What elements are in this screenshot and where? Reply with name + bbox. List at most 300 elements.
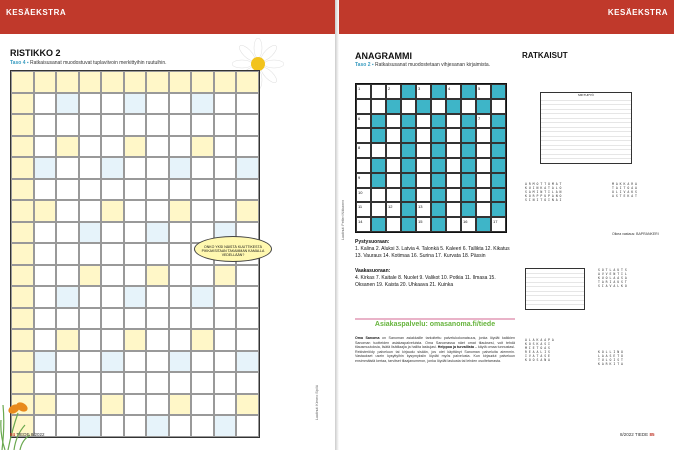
anagram-cell[interactable] bbox=[491, 143, 506, 158]
anagram-cell-number: 16 bbox=[463, 219, 468, 225]
ristikko-cell bbox=[79, 243, 102, 265]
anagram-cell[interactable] bbox=[371, 84, 386, 99]
anagram-cell[interactable] bbox=[491, 173, 506, 188]
ristikko-cell bbox=[124, 136, 147, 158]
anagram-cell-number: 12 bbox=[388, 204, 393, 210]
solution-letter-block-1: A R M O T T O M A T K U I N K A T A L O S A M I N T I L A N K O R P P U P A N O S I N I T O I N A I bbox=[525, 182, 562, 202]
ristikko-cell bbox=[146, 394, 169, 416]
anagram-cell[interactable] bbox=[386, 202, 401, 217]
ristikko-cell bbox=[191, 372, 214, 394]
anagram-cell-number: 15 bbox=[418, 219, 423, 225]
pystysuoraan-list: 1. Kalina 2. Aluksi 3. Latvia 4. Talonkä 5. Kaleeri 6. Tallikta 12. Kikatus 13. Vauraus 14. Kotimaa 16. Surina 17. Kurvata 18. Pässin bbox=[355, 246, 510, 259]
section-band-right bbox=[339, 0, 674, 34]
anagram-cell[interactable] bbox=[416, 158, 431, 173]
ristikko-cell bbox=[146, 71, 169, 93]
ristikko-cell bbox=[11, 329, 34, 351]
anagram-cell[interactable] bbox=[476, 143, 491, 158]
anagram-cell-number: 17 bbox=[493, 219, 498, 225]
solution-caption: Oikea vastaus: BAPRANKERI bbox=[612, 232, 659, 236]
ristikko-cell bbox=[191, 93, 214, 115]
anagram-cell[interactable] bbox=[356, 202, 371, 217]
ristikko-cell bbox=[79, 372, 102, 394]
anagram-cell[interactable] bbox=[386, 114, 401, 129]
ristikko-cell bbox=[101, 179, 124, 201]
ristikko-cell bbox=[214, 286, 237, 308]
anagram-cell[interactable] bbox=[446, 99, 461, 114]
anagram-cell[interactable] bbox=[356, 173, 371, 188]
ristikko-cell bbox=[56, 179, 79, 201]
anagram-cell[interactable] bbox=[461, 158, 476, 173]
anagram-cell[interactable] bbox=[491, 99, 506, 114]
ristikko-cell bbox=[56, 415, 79, 437]
ristikko-cell bbox=[169, 114, 192, 136]
ristikko-cell bbox=[191, 265, 214, 287]
ristikko-cell bbox=[146, 222, 169, 244]
ristikko-cell bbox=[101, 200, 124, 222]
anagram-cell[interactable] bbox=[446, 158, 461, 173]
ristikko-cell bbox=[101, 286, 124, 308]
anagram-cell[interactable] bbox=[431, 217, 446, 232]
ristikko-subtitle bbox=[10, 60, 167, 66]
ristikko-cell bbox=[169, 200, 192, 222]
section-label-left: KESÄEKSTRA bbox=[6, 8, 67, 17]
anagram-cell[interactable] bbox=[446, 114, 461, 129]
anagram-cell[interactable] bbox=[416, 99, 431, 114]
anagram-cell[interactable] bbox=[401, 114, 416, 129]
ristikko-cell bbox=[236, 157, 259, 179]
anagram-cell-number: 2 bbox=[388, 86, 391, 91]
anagram-cell[interactable] bbox=[446, 217, 461, 232]
solution-crossword-thumbnail bbox=[540, 92, 632, 164]
ristikko-cell bbox=[124, 372, 147, 394]
ristikko-cell bbox=[169, 243, 192, 265]
anagram-cell[interactable] bbox=[371, 217, 386, 232]
ristikko-cell bbox=[79, 265, 102, 287]
ristikko-cell bbox=[56, 372, 79, 394]
ristikko-cell bbox=[34, 329, 57, 351]
anagram-cell[interactable] bbox=[476, 173, 491, 188]
ristikko-cell bbox=[236, 394, 259, 416]
anagram-cell[interactable] bbox=[431, 114, 446, 129]
anagram-cell-number: 11 bbox=[358, 204, 363, 210]
anagram-cell[interactable] bbox=[476, 84, 491, 99]
anagram-cell[interactable] bbox=[446, 202, 461, 217]
asiakaspalvelu-text2: – käytä omaa tunnustasi. Rekisteröidy palveluun tai kirjaudu sisään, jos olet käyttänyt Sanoman palveluita aiemmin. Vastaukset usein kysyttyihin kysymyksiin löydät myös palvelusta. Kun kirjaudut palveluun ensimmäistä kertaa, tarvitset tilaajanumeron, jonka löydät laskusta tai lehden osoitetarrasta. bbox=[355, 345, 515, 363]
ristikko-cell bbox=[214, 394, 237, 416]
ristikko-cell bbox=[146, 308, 169, 330]
ristikko-cell bbox=[34, 222, 57, 244]
ristikko-cell bbox=[146, 114, 169, 136]
anagram-cell[interactable] bbox=[401, 128, 416, 143]
anagram-cell[interactable] bbox=[461, 114, 476, 129]
anagram-cell-number: 5 bbox=[478, 86, 481, 91]
ristikko-cell bbox=[79, 136, 102, 158]
anagram-cell[interactable] bbox=[386, 158, 401, 173]
anagram-cell[interactable] bbox=[371, 158, 386, 173]
solution-thumbnail-2 bbox=[525, 268, 585, 310]
anagram-cell-number: 6 bbox=[358, 115, 361, 121]
anagram-cell[interactable] bbox=[431, 143, 446, 158]
ristikko-cell bbox=[124, 93, 147, 115]
ristikko-cell bbox=[236, 286, 259, 308]
ristikko-cell bbox=[146, 351, 169, 373]
ristikko-cell bbox=[34, 93, 57, 115]
ristikko-cell bbox=[34, 114, 57, 136]
ristikko-cell bbox=[56, 136, 79, 158]
anagram-cell[interactable] bbox=[431, 202, 446, 217]
anagram-cell[interactable] bbox=[371, 202, 386, 217]
ristikko-cell bbox=[214, 265, 237, 287]
anagram-cell[interactable] bbox=[401, 158, 416, 173]
ristikko-cell bbox=[101, 157, 124, 179]
ristikko-cell bbox=[56, 93, 79, 115]
right-page-number: 85 bbox=[649, 432, 655, 437]
solution-letter-block-2: M A K K A R A T A I T O A A O L I V A K S A S T E K A T bbox=[612, 182, 637, 198]
anagram-cell[interactable] bbox=[461, 143, 476, 158]
ristikko-cell bbox=[169, 351, 192, 373]
anagram-cell[interactable] bbox=[446, 173, 461, 188]
anagram-cell-number: 14 bbox=[358, 219, 363, 225]
anagram-cell[interactable] bbox=[386, 217, 401, 232]
anagram-cell[interactable] bbox=[431, 188, 446, 203]
left-footer bbox=[10, 432, 44, 437]
anagram-cell[interactable] bbox=[491, 84, 506, 99]
anagram-cell[interactable] bbox=[461, 217, 476, 232]
ristikko-cell bbox=[236, 93, 259, 115]
ristikko-cell bbox=[191, 351, 214, 373]
anagram-cell-number: 8 bbox=[358, 145, 361, 151]
ristikko-cell bbox=[236, 265, 259, 287]
ristikko-cell bbox=[146, 415, 169, 437]
ristikko-cell bbox=[11, 243, 34, 265]
ristikko-cell bbox=[124, 157, 147, 179]
anagram-cell[interactable] bbox=[446, 84, 461, 99]
ristikko-cell bbox=[191, 286, 214, 308]
left-page-number: 84 bbox=[10, 432, 16, 437]
left-credit: Laatinut: Kimmo Sipilä bbox=[315, 385, 319, 420]
asiakaspalvelu-title: Asiakaspalvelu: omasanoma.fi/tiede bbox=[374, 321, 496, 328]
section-band-left bbox=[0, 0, 335, 34]
anagram-cell[interactable] bbox=[401, 143, 416, 158]
ristikko-cell bbox=[169, 179, 192, 201]
ristikko-cell bbox=[214, 179, 237, 201]
ratkaisut-title: RATKAISUT bbox=[522, 51, 568, 60]
anagram-cell[interactable] bbox=[401, 188, 416, 203]
ristikko-cell bbox=[56, 308, 79, 330]
ristikko-cell bbox=[191, 415, 214, 437]
ristikko-cell bbox=[214, 71, 237, 93]
right-footer-brand: 8/2022 TIEDE bbox=[620, 432, 649, 437]
ristikko-cell bbox=[214, 351, 237, 373]
anagram-cell[interactable] bbox=[476, 99, 491, 114]
asiakaspalvelu-body bbox=[355, 336, 515, 363]
anagrammi-instructions: Ratkaisusanat muodostetaan vihjesanan kirjaimista. bbox=[375, 62, 491, 68]
anagram-cell[interactable] bbox=[461, 128, 476, 143]
ristikko-cell bbox=[169, 372, 192, 394]
ristikko-cell bbox=[124, 200, 147, 222]
ristikko-cell bbox=[34, 200, 57, 222]
anagram-cell[interactable] bbox=[476, 202, 491, 217]
anagram-cell[interactable] bbox=[356, 143, 371, 158]
ristikko-cell bbox=[79, 114, 102, 136]
ristikko-cell bbox=[79, 415, 102, 437]
anagram-cell[interactable] bbox=[371, 114, 386, 129]
anagram-cell[interactable] bbox=[401, 99, 416, 114]
anagram-cell[interactable] bbox=[416, 84, 431, 99]
grass-butterfly-icon bbox=[0, 395, 40, 450]
anagram-cell[interactable] bbox=[476, 114, 491, 129]
ristikko-cell bbox=[11, 286, 34, 308]
anagram-cell[interactable] bbox=[461, 173, 476, 188]
anagram-cell[interactable] bbox=[446, 188, 461, 203]
solution-letter-block-4: A L A K A A P A K O S K A S I M I E T O A S R E A A L I S I V A T A S E K O O S A N A bbox=[525, 338, 554, 362]
anagram-cell[interactable] bbox=[386, 143, 401, 158]
anagram-cell-number: 3 bbox=[418, 86, 421, 91]
anagram-cell[interactable] bbox=[356, 84, 371, 99]
anagram-cell[interactable] bbox=[431, 128, 446, 143]
solution-mini-title: MIKTUPYÖ bbox=[541, 93, 631, 97]
anagram-cell[interactable] bbox=[416, 128, 431, 143]
ristikko-cell bbox=[146, 157, 169, 179]
anagram-cell[interactable] bbox=[461, 188, 476, 203]
ristikko-cell bbox=[11, 136, 34, 158]
ristikko-cell bbox=[101, 394, 124, 416]
ristikko-cell bbox=[34, 265, 57, 287]
anagram-cell[interactable] bbox=[461, 99, 476, 114]
ristikko-cell bbox=[101, 351, 124, 373]
anagram-cell[interactable] bbox=[491, 188, 506, 203]
section-label-right: KESÄEKSTRA bbox=[607, 8, 668, 17]
anagram-cell[interactable] bbox=[356, 158, 371, 173]
ristikko-cell bbox=[236, 351, 259, 373]
ristikko-cell bbox=[11, 222, 34, 244]
anagram-cell[interactable] bbox=[371, 99, 386, 114]
ristikko-cell bbox=[236, 372, 259, 394]
ristikko-cell bbox=[56, 329, 79, 351]
anagram-cell[interactable] bbox=[476, 128, 491, 143]
ristikko-cell bbox=[79, 93, 102, 115]
ristikko-cell bbox=[79, 157, 102, 179]
ristikko-cell bbox=[56, 286, 79, 308]
ristikko-cell bbox=[191, 136, 214, 158]
ristikko-cell bbox=[56, 114, 79, 136]
anagram-cell[interactable] bbox=[491, 114, 506, 129]
asiakaspalvelu-lead2: Helppoa ja turvallista bbox=[437, 345, 474, 349]
ristikko-cell bbox=[146, 243, 169, 265]
ristikko-level: Taso 4 ▪ bbox=[10, 60, 29, 66]
pystysuoraan-clues bbox=[355, 239, 515, 260]
ristikko-cell bbox=[11, 179, 34, 201]
ristikko-cell bbox=[56, 157, 79, 179]
anagram-cell[interactable] bbox=[416, 217, 431, 232]
ristikko-cell bbox=[146, 329, 169, 351]
ristikko-cell bbox=[79, 351, 102, 373]
ristikko-cell bbox=[101, 136, 124, 158]
ristikko-cell bbox=[146, 93, 169, 115]
ristikko-cell bbox=[11, 157, 34, 179]
ristikko-cell bbox=[124, 114, 147, 136]
vaakasuoraan-heading: Vaakasuoraan: bbox=[355, 268, 391, 274]
ristikko-cell bbox=[79, 179, 102, 201]
anagram-cell[interactable] bbox=[356, 114, 371, 129]
ristikko-cell bbox=[101, 265, 124, 287]
ristikko-cell bbox=[146, 179, 169, 201]
ristikko-cell bbox=[191, 200, 214, 222]
ristikko-cell bbox=[214, 372, 237, 394]
anagram-cell[interactable] bbox=[356, 217, 371, 232]
ristikko-cell bbox=[34, 243, 57, 265]
ristikko-cell bbox=[236, 329, 259, 351]
ristikko-cell bbox=[56, 243, 79, 265]
ristikko-cell bbox=[169, 222, 192, 244]
ristikko-cell bbox=[169, 265, 192, 287]
ristikko-cell bbox=[191, 71, 214, 93]
ristikko-cell bbox=[34, 71, 57, 93]
anagram-cell[interactable] bbox=[446, 128, 461, 143]
ristikko-cell bbox=[214, 114, 237, 136]
solution-letter-block-3: S O T L A U T S A V V E N T I L K U O L A A S A T A R I A U S T S I A V A L K O bbox=[598, 268, 627, 288]
ristikko-cell bbox=[236, 136, 259, 158]
anagram-cell[interactable] bbox=[371, 143, 386, 158]
ristikko-cell bbox=[146, 265, 169, 287]
anagram-cell[interactable] bbox=[431, 158, 446, 173]
anagram-cell[interactable] bbox=[446, 143, 461, 158]
anagram-cell[interactable] bbox=[476, 188, 491, 203]
ristikko-cell bbox=[124, 329, 147, 351]
anagram-cell[interactable] bbox=[401, 84, 416, 99]
ristikko-cell bbox=[146, 200, 169, 222]
anagram-cell[interactable] bbox=[401, 173, 416, 188]
ristikko-cell bbox=[169, 286, 192, 308]
ristikko-cell bbox=[34, 286, 57, 308]
ristikko-cell bbox=[79, 394, 102, 416]
ristikko-cell bbox=[79, 308, 102, 330]
ristikko-cell bbox=[124, 179, 147, 201]
ristikko-cell bbox=[34, 136, 57, 158]
anagram-cell[interactable] bbox=[416, 114, 431, 129]
ristikko-cell bbox=[214, 157, 237, 179]
anagram-cell[interactable] bbox=[431, 84, 446, 99]
anagram-cell[interactable] bbox=[386, 128, 401, 143]
anagram-cell[interactable] bbox=[371, 128, 386, 143]
asiakaspalvelu-lead: Oma Sanoma bbox=[355, 336, 380, 340]
ristikko-cell bbox=[56, 351, 79, 373]
ristikko-cell bbox=[169, 157, 192, 179]
ristikko-cell bbox=[56, 222, 79, 244]
anagram-cell[interactable] bbox=[356, 99, 371, 114]
ristikko-cell bbox=[101, 372, 124, 394]
ristikko-cell bbox=[101, 222, 124, 244]
ristikko-cell bbox=[34, 157, 57, 179]
ristikko-cell bbox=[236, 71, 259, 93]
ristikko-cell bbox=[11, 200, 34, 222]
ristikko-cell bbox=[191, 329, 214, 351]
anagram-cell[interactable] bbox=[461, 202, 476, 217]
ristikko-cell bbox=[124, 286, 147, 308]
anagram-cell[interactable] bbox=[416, 173, 431, 188]
solution-letter-block-5: K O L L I N O L A A S E T O T U L O I S T K A R K I T A bbox=[598, 350, 623, 366]
anagram-cell[interactable] bbox=[416, 143, 431, 158]
anagram-cell[interactable] bbox=[356, 128, 371, 143]
ristikko-cell bbox=[11, 351, 34, 373]
ristikko-cell bbox=[146, 286, 169, 308]
anagram-cell[interactable] bbox=[356, 188, 371, 203]
anagram-cell[interactable] bbox=[401, 202, 416, 217]
anagram-cell[interactable] bbox=[416, 188, 431, 203]
ristikko-cell bbox=[236, 308, 259, 330]
anagram-cell[interactable] bbox=[386, 188, 401, 203]
ristikko-cell bbox=[124, 222, 147, 244]
anagram-cell[interactable] bbox=[431, 173, 446, 188]
ristikko-cell bbox=[11, 308, 34, 330]
ristikko-cell bbox=[101, 243, 124, 265]
ristikko-title: RISTIKKO 2 bbox=[10, 48, 61, 58]
asiakaspalvelu-text1: on Sanoman asiakkaille tarkoitettu palvelukokonaisuus, jonka löydät kaikkien Sanoman tuotteiden asiakaspalveluista. Oma Sanomassa näet omat tilauksesi, voit tehdä tilausmuutoksia, lisätä lisätilaajia ja hallita laskujasi. bbox=[355, 336, 515, 349]
ristikko-cell bbox=[79, 286, 102, 308]
ristikko-cell bbox=[169, 308, 192, 330]
ristikko-cell bbox=[191, 114, 214, 136]
ristikko-cell bbox=[34, 308, 57, 330]
ristikko-cell bbox=[191, 179, 214, 201]
anagram-cell[interactable] bbox=[491, 202, 506, 217]
ristikko-cell bbox=[169, 394, 192, 416]
anagram-cell[interactable] bbox=[371, 188, 386, 203]
ristikko-cell bbox=[79, 329, 102, 351]
ristikko-cell bbox=[124, 265, 147, 287]
anagram-cell[interactable] bbox=[461, 84, 476, 99]
ristikko-cell bbox=[34, 179, 57, 201]
ristikko-cell bbox=[79, 222, 102, 244]
ristikko-cell bbox=[214, 136, 237, 158]
anagram-cell[interactable] bbox=[491, 158, 506, 173]
anagram-cell[interactable] bbox=[386, 173, 401, 188]
anagram-cell[interactable] bbox=[491, 128, 506, 143]
ristikko-cell bbox=[79, 200, 102, 222]
ristikko-cell bbox=[101, 93, 124, 115]
pystysuoraan-heading: Pystysuoraan: bbox=[355, 239, 390, 245]
anagram-cell[interactable] bbox=[431, 99, 446, 114]
anagram-cell[interactable] bbox=[476, 217, 491, 232]
ristikko-cell bbox=[236, 114, 259, 136]
vaakasuoraan-list: 4. Kirkas 7. Kaitale 8. Nuolet 9. Valikot 10. Potkia 11. Ilmasa 15. Oksanen 19. Kaista 20. Uhkaava 21. Kuinka bbox=[355, 275, 496, 288]
anagram-cell-number: 4 bbox=[448, 86, 451, 91]
anagram-cell[interactable] bbox=[491, 217, 506, 232]
ristikko-cell bbox=[11, 71, 34, 93]
ristikko-cell bbox=[146, 372, 169, 394]
vaakasuoraan-clues bbox=[355, 268, 515, 289]
anagram-cell-number: 7 bbox=[478, 115, 481, 121]
ristikko-cell bbox=[124, 243, 147, 265]
anagram-cell[interactable] bbox=[386, 99, 401, 114]
ristikko-cell bbox=[191, 394, 214, 416]
anagrammi-subtitle bbox=[355, 62, 490, 68]
anagram-cell[interactable] bbox=[401, 217, 416, 232]
ristikko-cell bbox=[124, 415, 147, 437]
ristikko-cell bbox=[214, 200, 237, 222]
ristikko-cell bbox=[124, 71, 147, 93]
ristikko-cell bbox=[56, 200, 79, 222]
ristikko-cell bbox=[214, 329, 237, 351]
ristikko-cell bbox=[214, 93, 237, 115]
anagram-cell[interactable] bbox=[371, 173, 386, 188]
anagram-cell-number: 9 bbox=[358, 174, 361, 180]
anagram-cell[interactable] bbox=[476, 158, 491, 173]
anagram-cell[interactable] bbox=[386, 84, 401, 99]
anagram-cell[interactable] bbox=[416, 202, 431, 217]
ristikko-cell bbox=[214, 308, 237, 330]
divider-line bbox=[355, 318, 515, 320]
ristikko-cell bbox=[11, 372, 34, 394]
